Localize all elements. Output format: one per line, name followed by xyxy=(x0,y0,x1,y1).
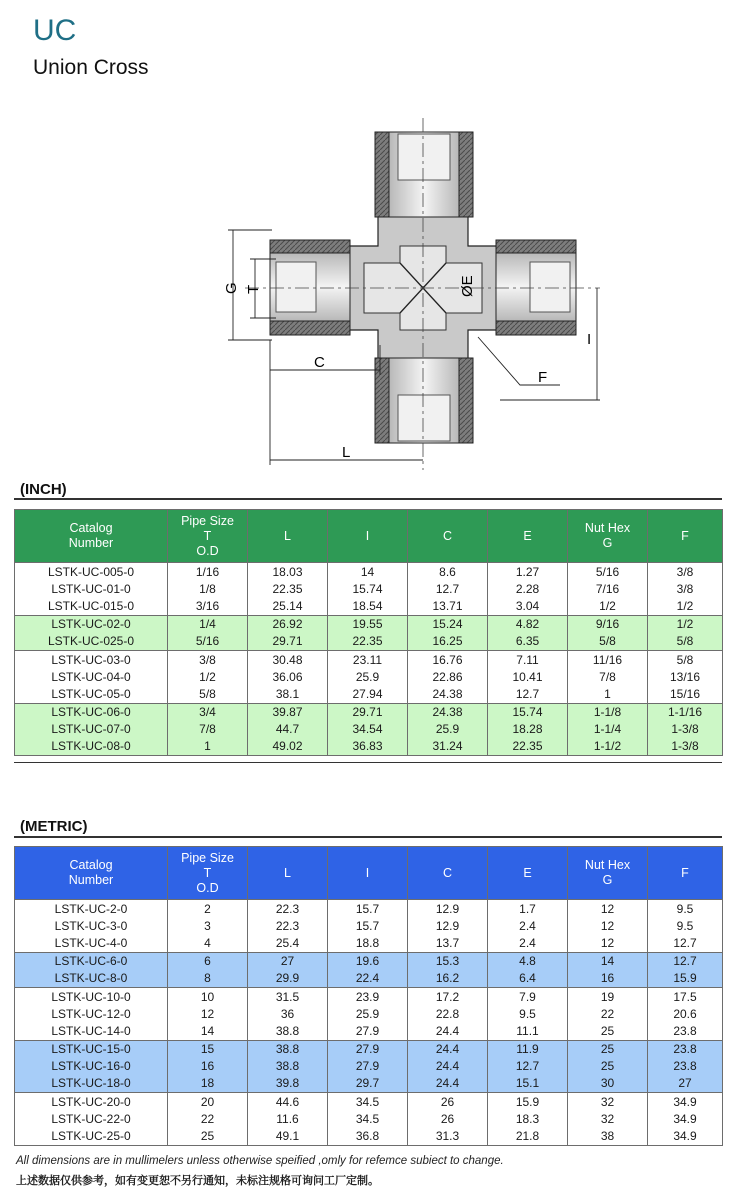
inch-section-label: (INCH) xyxy=(20,481,67,498)
table-cell: 3/8 xyxy=(648,563,723,581)
table-row xyxy=(15,703,723,721)
table-cell: 15.7 xyxy=(328,917,408,934)
table-cell: 13.71 xyxy=(408,597,488,615)
table-cell: LSTK-UC-06-0 xyxy=(15,703,168,721)
table-cell: 1/8 xyxy=(168,580,248,597)
table-cell: 31.3 xyxy=(408,1127,488,1145)
header-i: I xyxy=(328,847,408,900)
table-cell: 34.54 xyxy=(328,721,408,738)
table-cell: 14 xyxy=(168,1022,248,1040)
table-cell: 22.8 xyxy=(408,1005,488,1022)
table-cell: 22.35 xyxy=(328,633,408,651)
metric-header-row xyxy=(15,847,723,900)
table-cell: LSTK-UC-2-0 xyxy=(15,900,168,918)
table-row xyxy=(15,563,723,581)
table-cell: 16.25 xyxy=(408,633,488,651)
table-cell: 25 xyxy=(568,1058,648,1075)
table-cell: 1.27 xyxy=(488,563,568,581)
table-cell: LSTK-UC-04-0 xyxy=(15,668,168,685)
table-row xyxy=(15,721,723,738)
table-cell: LSTK-UC-25-0 xyxy=(15,1127,168,1145)
table-cell: 29.71 xyxy=(248,633,328,651)
table-cell: 3 xyxy=(168,917,248,934)
table-cell: 1-1/4 xyxy=(568,721,648,738)
table-cell: 1-1/16 xyxy=(648,703,723,721)
table-cell: 38 xyxy=(568,1127,648,1145)
table-cell: 34.9 xyxy=(648,1110,723,1127)
table-cell: 3/4 xyxy=(168,703,248,721)
table-cell: 15.9 xyxy=(488,1093,568,1111)
table-cell: 1 xyxy=(568,685,648,703)
header-c: C xyxy=(408,510,488,563)
table-cell: 20 xyxy=(168,1093,248,1111)
table-cell: 18.03 xyxy=(248,563,328,581)
table-cell: 15.74 xyxy=(488,703,568,721)
table-cell: 31.5 xyxy=(248,987,328,1005)
table-cell: 36.06 xyxy=(248,668,328,685)
table-cell: 22.35 xyxy=(248,580,328,597)
table-cell: 36 xyxy=(248,1005,328,1022)
table-row xyxy=(15,917,723,934)
header-l: L xyxy=(248,510,328,563)
metric-top-rule xyxy=(14,836,722,838)
table-cell: LSTK-UC-16-0 xyxy=(15,1058,168,1075)
table-cell: 1.7 xyxy=(488,900,568,918)
table-cell: 1/2 xyxy=(648,597,723,615)
table-cell: 15.24 xyxy=(408,615,488,633)
table-cell: 15.9 xyxy=(648,970,723,988)
table-cell: 22.4 xyxy=(328,970,408,988)
table-row xyxy=(15,597,723,615)
table-cell: LSTK-UC-02-0 xyxy=(15,615,168,633)
table-cell: LSTK-UC-07-0 xyxy=(15,721,168,738)
table-cell: 29.7 xyxy=(328,1075,408,1093)
table-cell: 22.86 xyxy=(408,668,488,685)
table-cell: 27.9 xyxy=(328,1058,408,1075)
table-cell: 9.5 xyxy=(648,917,723,934)
table-cell: 25 xyxy=(168,1127,248,1145)
table-cell: 1-1/8 xyxy=(568,703,648,721)
table-cell: LSTK-UC-015-0 xyxy=(15,597,168,615)
table-cell: 15.7 xyxy=(328,900,408,918)
table-cell: 7/8 xyxy=(568,668,648,685)
table-cell: 16.2 xyxy=(408,970,488,988)
table-cell: 4.82 xyxy=(488,615,568,633)
inch-spec-table xyxy=(14,509,723,756)
table-cell: 25.9 xyxy=(328,1005,408,1022)
table-cell: 15/16 xyxy=(648,685,723,703)
table-cell: 12.9 xyxy=(408,900,488,918)
header-nut-hex: Nut Hex G xyxy=(568,510,648,563)
label-t: T xyxy=(245,284,262,294)
table-cell: LSTK-UC-8-0 xyxy=(15,970,168,988)
table-cell: 2.4 xyxy=(488,917,568,934)
table-cell: 17.2 xyxy=(408,987,488,1005)
header-nut-hex: Nut Hex G xyxy=(568,847,648,900)
table-cell: 27 xyxy=(648,1075,723,1093)
table-row xyxy=(15,668,723,685)
table-cell: 26 xyxy=(408,1110,488,1127)
label-f: F xyxy=(538,369,548,386)
table-cell: 34.5 xyxy=(328,1110,408,1127)
table-cell: LSTK-UC-20-0 xyxy=(15,1093,168,1111)
table-cell: 2 xyxy=(168,900,248,918)
table-cell: 36.8 xyxy=(328,1127,408,1145)
table-cell: 24.38 xyxy=(408,685,488,703)
table-cell: 30 xyxy=(568,1075,648,1093)
table-cell: LSTK-UC-025-0 xyxy=(15,633,168,651)
table-cell: 29.71 xyxy=(328,703,408,721)
metric-section-label: (METRIC) xyxy=(20,818,88,835)
product-name: Union Cross xyxy=(33,56,149,79)
disclaimer-note-cn: 上述数据仅供参考，如有变更恕不另行通知，未标注规格可询问工厂定制。 xyxy=(16,1175,379,1187)
table-cell: 16 xyxy=(568,970,648,988)
table-row xyxy=(15,934,723,952)
table-cell: 5/8 xyxy=(648,633,723,651)
table-cell: 16 xyxy=(168,1058,248,1075)
table-cell: 15.74 xyxy=(328,580,408,597)
label-g: G xyxy=(223,282,240,294)
table-cell: 14 xyxy=(568,952,648,970)
table-cell: 23.9 xyxy=(328,987,408,1005)
table-cell: 22 xyxy=(568,1005,648,1022)
table-cell: 25 xyxy=(568,1040,648,1058)
table-cell: 5/8 xyxy=(568,633,648,651)
table-cell: 11.6 xyxy=(248,1110,328,1127)
table-cell: 19 xyxy=(568,987,648,1005)
table-cell: 24.4 xyxy=(408,1022,488,1040)
table-cell: 25.9 xyxy=(408,721,488,738)
table-cell: 1-1/2 xyxy=(568,738,648,756)
table-cell: 26 xyxy=(408,1093,488,1111)
table-cell: 5/8 xyxy=(648,650,723,668)
table-cell: 39.87 xyxy=(248,703,328,721)
table-row xyxy=(15,900,723,918)
table-cell: 3.04 xyxy=(488,597,568,615)
table-cell: 4 xyxy=(168,934,248,952)
header-catalog-number: Catalog Number xyxy=(15,510,168,563)
table-cell: 12.9 xyxy=(408,917,488,934)
table-cell: 18.3 xyxy=(488,1110,568,1127)
table-cell: LSTK-UC-005-0 xyxy=(15,563,168,581)
table-cell: 25.4 xyxy=(248,934,328,952)
table-cell: 13/16 xyxy=(648,668,723,685)
table-cell: LSTK-UC-4-0 xyxy=(15,934,168,952)
table-cell: 3/8 xyxy=(648,580,723,597)
table-cell: 24.4 xyxy=(408,1058,488,1075)
table-cell: 36.83 xyxy=(328,738,408,756)
table-cell: 17.5 xyxy=(648,987,723,1005)
union-cross-drawing xyxy=(200,118,620,478)
table-cell: 23.8 xyxy=(648,1022,723,1040)
table-cell: 9/16 xyxy=(568,615,648,633)
table-cell: 38.8 xyxy=(248,1040,328,1058)
table-row xyxy=(15,987,723,1005)
table-cell: LSTK-UC-05-0 xyxy=(15,685,168,703)
table-row xyxy=(15,952,723,970)
table-row xyxy=(15,1093,723,1111)
table-cell: LSTK-UC-01-0 xyxy=(15,580,168,597)
table-cell: 7.11 xyxy=(488,650,568,668)
table-cell: 12 xyxy=(168,1005,248,1022)
header-f: F xyxy=(648,510,723,563)
table-cell: 27.9 xyxy=(328,1022,408,1040)
header-pipe-size: Pipe Size T O.D xyxy=(168,510,248,563)
table-cell: 27 xyxy=(248,952,328,970)
table-cell: 19.6 xyxy=(328,952,408,970)
table-cell: 23.8 xyxy=(648,1040,723,1058)
header-e: E xyxy=(488,510,568,563)
table-row xyxy=(15,1022,723,1040)
metric-spec-table xyxy=(14,846,723,1146)
table-row xyxy=(15,580,723,597)
table-cell: LSTK-UC-10-0 xyxy=(15,987,168,1005)
table-row xyxy=(15,1005,723,1022)
table-cell: 23.8 xyxy=(648,1058,723,1075)
table-cell: 34.9 xyxy=(648,1093,723,1111)
table-row xyxy=(15,1058,723,1075)
table-cell: 6.4 xyxy=(488,970,568,988)
table-cell: 11.1 xyxy=(488,1022,568,1040)
table-cell: 25 xyxy=(568,1022,648,1040)
inch-top-rule xyxy=(14,498,722,500)
table-cell: 13.7 xyxy=(408,934,488,952)
table-cell: 24.38 xyxy=(408,703,488,721)
table-cell: 34.5 xyxy=(328,1093,408,1111)
table-cell: 29.9 xyxy=(248,970,328,988)
table-cell: 16.76 xyxy=(408,650,488,668)
table-cell: LSTK-UC-15-0 xyxy=(15,1040,168,1058)
table-cell: 12.7 xyxy=(408,580,488,597)
table-cell: 10.41 xyxy=(488,668,568,685)
table-cell: 21.8 xyxy=(488,1127,568,1145)
table-cell: 1 xyxy=(168,738,248,756)
header-f: F xyxy=(648,847,723,900)
table-cell: 44.7 xyxy=(248,721,328,738)
table-cell: 6 xyxy=(168,952,248,970)
table-cell: 30.48 xyxy=(248,650,328,668)
table-cell: 12.7 xyxy=(488,685,568,703)
table-cell: 39.8 xyxy=(248,1075,328,1093)
table-cell: 1/2 xyxy=(648,615,723,633)
table-cell: 1/2 xyxy=(168,668,248,685)
table-row xyxy=(15,738,723,756)
table-row xyxy=(15,1127,723,1145)
table-cell: 9.5 xyxy=(648,900,723,918)
table-cell: 27.9 xyxy=(328,1040,408,1058)
table-cell: 11.9 xyxy=(488,1040,568,1058)
table-row xyxy=(15,615,723,633)
table-cell: LSTK-UC-08-0 xyxy=(15,738,168,756)
table-cell: 5/16 xyxy=(168,633,248,651)
table-cell: 49.02 xyxy=(248,738,328,756)
table-cell: 26.92 xyxy=(248,615,328,633)
table-cell: 15 xyxy=(168,1040,248,1058)
header-i: I xyxy=(328,510,408,563)
table-cell: 22.35 xyxy=(488,738,568,756)
table-cell: 12 xyxy=(568,900,648,918)
table-cell: 12.7 xyxy=(648,952,723,970)
header-c: C xyxy=(408,847,488,900)
table-cell: LSTK-UC-14-0 xyxy=(15,1022,168,1040)
table-cell: LSTK-UC-18-0 xyxy=(15,1075,168,1093)
table-row xyxy=(15,970,723,988)
table-cell: 5/16 xyxy=(568,563,648,581)
table-cell: 1-3/8 xyxy=(648,738,723,756)
table-cell: 5/8 xyxy=(168,685,248,703)
table-cell: 18.28 xyxy=(488,721,568,738)
table-cell: 12.7 xyxy=(488,1058,568,1075)
table-cell: 49.1 xyxy=(248,1127,328,1145)
table-cell: 9.5 xyxy=(488,1005,568,1022)
table-cell: 1/16 xyxy=(168,563,248,581)
table-cell: 25.14 xyxy=(248,597,328,615)
table-cell: 12 xyxy=(568,917,648,934)
table-row xyxy=(15,1040,723,1058)
table-cell: 3/8 xyxy=(168,650,248,668)
table-cell: LSTK-UC-12-0 xyxy=(15,1005,168,1022)
product-code: UC xyxy=(33,14,77,47)
table-cell: 22.3 xyxy=(248,917,328,934)
header-l: L xyxy=(248,847,328,900)
table-row xyxy=(15,685,723,703)
inch-header-row xyxy=(15,510,723,563)
table-cell: LSTK-UC-6-0 xyxy=(15,952,168,970)
label-l: L xyxy=(342,444,351,461)
table-cell: 27.94 xyxy=(328,685,408,703)
table-cell: 18.54 xyxy=(328,597,408,615)
table-row xyxy=(15,633,723,651)
table-cell: 1/2 xyxy=(568,597,648,615)
header-e: E xyxy=(488,847,568,900)
table-cell: 11/16 xyxy=(568,650,648,668)
table-cell: 34.9 xyxy=(648,1127,723,1145)
table-cell: 14 xyxy=(328,563,408,581)
table-cell: 1/4 xyxy=(168,615,248,633)
dimensions-note: All dimensions are in mullimelers unless otherwise speified ,omly for refemce subiect to change. xyxy=(16,1155,504,1167)
table-cell: 1-3/8 xyxy=(648,721,723,738)
table-cell: LSTK-UC-22-0 xyxy=(15,1110,168,1127)
table-cell: LSTK-UC-03-0 xyxy=(15,650,168,668)
table-cell: 8 xyxy=(168,970,248,988)
table-cell: 20.6 xyxy=(648,1005,723,1022)
table-cell: 22.3 xyxy=(248,900,328,918)
table-cell: LSTK-UC-3-0 xyxy=(15,917,168,934)
table-row xyxy=(15,1110,723,1127)
table-cell: 18 xyxy=(168,1075,248,1093)
table-cell: 31.24 xyxy=(408,738,488,756)
table-cell: 32 xyxy=(568,1110,648,1127)
table-cell: 18.8 xyxy=(328,934,408,952)
table-cell: 24.4 xyxy=(408,1040,488,1058)
table-cell: 12 xyxy=(568,934,648,952)
table-cell: 38.1 xyxy=(248,685,328,703)
label-c: C xyxy=(314,354,325,371)
table-cell: 19.55 xyxy=(328,615,408,633)
header-catalog-number: Catalog Number xyxy=(15,847,168,900)
table-cell: 3/16 xyxy=(168,597,248,615)
table-cell: 2.4 xyxy=(488,934,568,952)
table-cell: 10 xyxy=(168,987,248,1005)
table-cell: 32 xyxy=(568,1093,648,1111)
label-e: ØE xyxy=(459,275,476,297)
table-cell: 4.8 xyxy=(488,952,568,970)
table-cell: 15.3 xyxy=(408,952,488,970)
table-cell: 22 xyxy=(168,1110,248,1127)
table-cell: 38.8 xyxy=(248,1022,328,1040)
table-cell: 38.8 xyxy=(248,1058,328,1075)
table-cell: 6.35 xyxy=(488,633,568,651)
label-i: I xyxy=(587,331,592,348)
table-cell: 7/16 xyxy=(568,580,648,597)
table-cell: 7.9 xyxy=(488,987,568,1005)
inch-bottom-rule xyxy=(14,762,722,763)
table-cell: 2.28 xyxy=(488,580,568,597)
table-cell: 7/8 xyxy=(168,721,248,738)
table-cell: 8.6 xyxy=(408,563,488,581)
table-cell: 44.6 xyxy=(248,1093,328,1111)
table-cell: 25.9 xyxy=(328,668,408,685)
table-cell: 23.11 xyxy=(328,650,408,668)
table-row xyxy=(15,650,723,668)
table-cell: 24.4 xyxy=(408,1075,488,1093)
header-pipe-size: Pipe Size T O.D xyxy=(168,847,248,900)
table-cell: 15.1 xyxy=(488,1075,568,1093)
table-row xyxy=(15,1075,723,1093)
table-cell: 12.7 xyxy=(648,934,723,952)
